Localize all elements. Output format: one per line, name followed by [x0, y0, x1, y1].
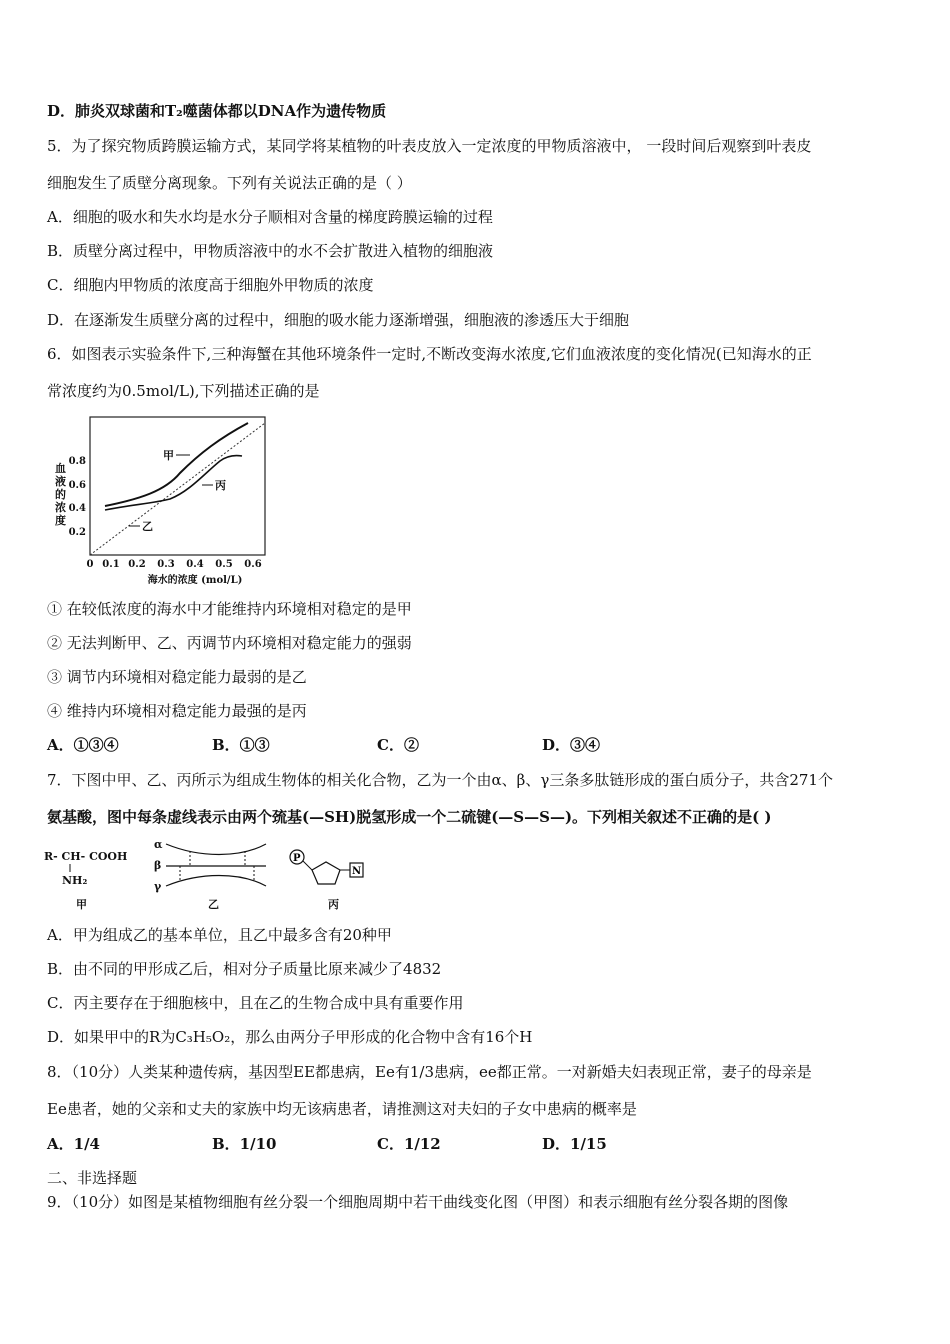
- q5-option-c: C．细胞内甲物质的浓度高于细胞外甲物质的浓度: [47, 276, 374, 294]
- q6-statement-1: ① 在较低浓度的海水中才能维持内环境相对稳定的是甲: [47, 600, 412, 618]
- alpha-chain: [166, 844, 266, 855]
- q9-stem-1: 9．（10分）如图是某植物细胞有丝分裂一个细胞周期中若干曲线变化图（甲图）和表示细胞有丝分裂各期的图像: [47, 1193, 789, 1211]
- q7-option-c: C．丙主要存在于细胞核中，且在乙的生物合成中具有重要作用: [47, 994, 464, 1012]
- xtick-01: 0.1: [102, 559, 120, 570]
- fig-label-yi: 乙: [208, 898, 219, 911]
- amino-nh2: NH₂: [62, 874, 88, 887]
- phosphate-p: P: [293, 853, 301, 864]
- q6-stem-2: 常浓度约为0.5mol/L),下列描述正确的是: [47, 382, 320, 400]
- q4-option-d: D．肺炎双球菌和T₂噬菌体都以DNA作为遗传物质: [47, 102, 387, 120]
- q6-option-d: D．③④: [542, 736, 601, 754]
- label-bing: 丙: [215, 479, 226, 492]
- xtick-0: 0: [86, 559, 94, 570]
- xtick-06: 0.6: [244, 559, 262, 570]
- q7-option-d: D．如果甲中的R为C₃H₅O₂，那么由两分子甲形成的化合物中含有16个H: [47, 1028, 533, 1046]
- xtick-02: 0.2: [128, 559, 146, 570]
- q8-option-a: A．1/4: [47, 1135, 100, 1153]
- q6-figure: [50, 413, 270, 591]
- q8-stem-2: Ee患者，她的父亲和丈夫的家族中均无该病患者，请推测这对夫妇的子女中患病的概率是: [47, 1100, 637, 1118]
- q6-ylabel-vertical: 血液的浓度: [55, 462, 66, 527]
- q5-option-d: D．在逐渐发生质壁分离的过程中，细胞的吸水能力逐渐增强，细胞液的渗透压大于细胞: [47, 311, 630, 329]
- ytick-06: 0.6: [68, 480, 86, 491]
- q6-stem-1: 6．如图表示实验条件下,三种海蟹在其他环境条件一定时,不断改变海水浓度,它们血液浓度的变化情况(已知海水的正: [47, 345, 812, 363]
- q8-option-b: B．1/10: [212, 1135, 277, 1153]
- section-2-heading: 二、非选择题: [47, 1169, 138, 1187]
- q7-figure: [40, 836, 380, 914]
- chain-gamma: γ: [154, 880, 162, 893]
- q8-stem-1: 8．（10分）人类某种遗传病，基因型EE都患病，Ee有1/3患病，ee都正常。一对新婚夫妇表现正常，妻子的母亲是: [47, 1063, 812, 1081]
- fig-label-jia: 甲: [76, 898, 87, 911]
- q6-statement-4: ④ 维持内环境相对稳定能力最强的是丙: [47, 702, 307, 720]
- xtick-03: 0.3: [157, 559, 175, 570]
- q6-option-b: B．①③: [212, 736, 270, 754]
- ytick-04: 0.4: [68, 503, 86, 514]
- curve-jia: [105, 423, 248, 506]
- q8-option-c: C．1/12: [377, 1135, 441, 1153]
- q6-statement-3: ③ 调节内环境相对稳定能力最弱的是乙: [47, 668, 307, 686]
- q7-stem-1: 7．下图中甲、乙、丙所示为组成生物体的相关化合物，乙为一个由α、β、γ三条多肽链形成的蛋白质分子，共含271个: [47, 771, 833, 789]
- q6-option-a: A．①③④: [47, 736, 119, 754]
- q5-option-b: B．质壁分离过程中，甲物质溶液中的水不会扩散进入植物的细胞液: [47, 242, 494, 260]
- q8-options: [47, 1133, 847, 1155]
- xtick-04: 0.4: [186, 559, 204, 570]
- q5-option-a: A．细胞的吸水和失水均是水分子顺相对含量的梯度跨膜运输的过程: [47, 208, 493, 226]
- q6-option-c: C．②: [377, 736, 419, 754]
- chain-beta: β: [154, 859, 162, 872]
- fig-label-bing: 丙: [328, 898, 339, 911]
- pentose-ring: [312, 862, 340, 884]
- gamma-chain: [166, 876, 266, 887]
- q8-option-d: D．1/15: [542, 1135, 607, 1153]
- isoline: [90, 423, 265, 555]
- plot-frame: [90, 417, 265, 555]
- chain-alpha: α: [154, 838, 163, 851]
- q7-option-b: B．由不同的甲形成乙后，相对分子质量比原来减少了4832: [47, 960, 442, 978]
- label-yi: 乙: [142, 520, 153, 533]
- amino-acid-formula: R- CH- COOH: [44, 850, 128, 863]
- base-n: N: [352, 866, 362, 877]
- q7-option-a: A．甲为组成乙的基本单位，且乙中最多含有20种甲: [47, 926, 392, 944]
- q5-stem-1: 5．为了探究物质跨膜运输方式，某同学将某植物的叶表皮放入一定浓度的甲物质溶液中， 一段时间后观察到叶表皮: [47, 137, 812, 155]
- ytick-08: 0.8: [68, 456, 86, 467]
- q6-options: [47, 734, 847, 756]
- xlabel: 海水的浓度 (mol/L): [147, 575, 243, 586]
- label-jia: 甲: [163, 449, 174, 462]
- ytick-02: 0.2: [68, 527, 86, 538]
- xtick-05: 0.5: [215, 559, 233, 570]
- phosphate-bond: [303, 861, 312, 870]
- q7-stem-2: 氨基酸，图中每条虚线表示由两个巯基(—SH)脱氢形成一个二硫键(—S—S—)。下列相关叙述不正确的是( ): [47, 808, 772, 826]
- q5-stem-2: 细胞发生了质壁分离现象。下列有关说法正确的是（ ）: [47, 174, 412, 192]
- q6-statement-2: ② 无法判断甲、乙、丙调节内环境相对稳定能力的强弱: [47, 634, 412, 652]
